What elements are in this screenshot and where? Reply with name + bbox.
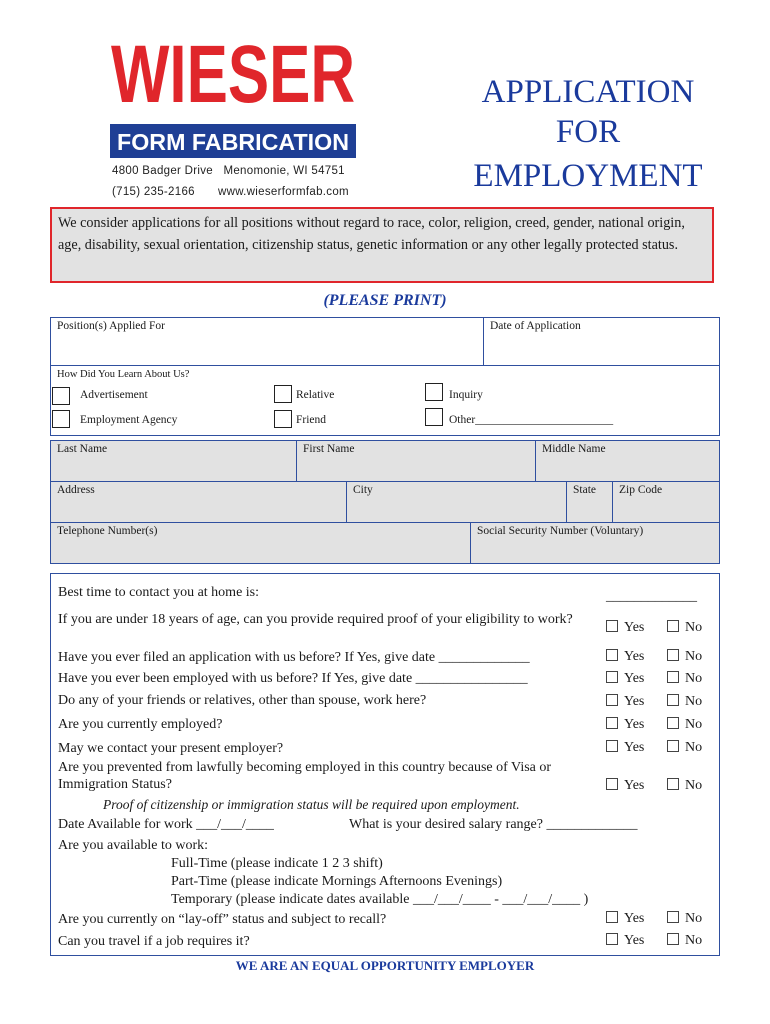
city-label: City [353, 484, 373, 496]
no-checkbox[interactable] [667, 694, 679, 706]
address-field[interactable] [50, 481, 347, 523]
under-18-no-option[interactable] [667, 620, 702, 636]
contact-employer-yes-option[interactable] [606, 740, 644, 756]
how-did-you-learn-label: How Did You Learn About Us? [57, 369, 190, 380]
yes-label: Yes [624, 740, 645, 755]
no-checkbox[interactable] [667, 911, 679, 923]
yes-label: Yes [624, 911, 645, 926]
no-checkbox[interactable] [667, 717, 679, 729]
salary-range-question: What is your desired salary range? _____________ [349, 817, 638, 832]
filed-before-no-option[interactable] [667, 649, 702, 665]
form-title [452, 72, 724, 196]
position-applied-label: Position(s) Applied For [57, 320, 165, 332]
visa-status-yes-option[interactable] [606, 778, 644, 794]
address-label: Address [57, 484, 95, 496]
filed-before-yes-option[interactable] [606, 649, 644, 665]
relative-label: Relative [296, 389, 335, 401]
layoff-status-no-option[interactable] [667, 911, 702, 927]
no-label: No [685, 620, 703, 635]
citizenship-proof-note: Proof of citizenship or immigration status will be required upon employment. [103, 797, 520, 812]
layoff-status-yes-option[interactable] [606, 911, 644, 927]
inquiry-checkbox[interactable] [425, 383, 443, 401]
available-to-work-question: Are you available to work: [58, 838, 209, 853]
no-label: No [685, 694, 703, 709]
under-18-question: If you are under 18 years of age, can you provide required proof of your eligibility to work? [58, 612, 573, 627]
ssn-field[interactable] [470, 522, 720, 564]
no-label: No [685, 911, 703, 926]
no-checkbox[interactable] [667, 740, 679, 752]
yes-label: Yes [624, 649, 645, 664]
visa-status-no-option[interactable] [667, 778, 702, 794]
date-of-application-label: Date of Application [490, 320, 581, 332]
logo-subtitle-text: FORM FABRICATION [117, 129, 349, 155]
no-checkbox[interactable] [667, 649, 679, 661]
company-website: www.wieserformfab.com [218, 186, 349, 198]
friends-relatives-yes-option[interactable] [606, 694, 644, 710]
last-name-label: Last Name [57, 443, 108, 455]
currently-employed-question: Are you currently employed? [58, 717, 223, 732]
last-name-field[interactable] [50, 440, 297, 482]
please-print-label: (PLEASE PRINT) [323, 292, 447, 309]
yes-checkbox[interactable] [606, 778, 618, 790]
yes-checkbox[interactable] [606, 694, 618, 706]
first-name-label: First Name [303, 443, 355, 455]
yes-label: Yes [624, 620, 645, 635]
title-line-3: EMPLOYMENT [473, 158, 703, 194]
employed-before-question: Have you ever been employed with us before? If Yes, give date ________________ [58, 671, 528, 686]
friend-checkbox[interactable] [274, 410, 292, 428]
relative-checkbox[interactable] [274, 385, 292, 403]
friend-label: Friend [296, 414, 327, 426]
yes-checkbox[interactable] [606, 911, 618, 923]
currently-employed-yes-option[interactable] [606, 717, 644, 733]
middle-name-field[interactable] [535, 440, 720, 482]
date-available-question: Date Available for work ___/___/____ [58, 817, 274, 832]
advertisement-label: Advertisement [80, 389, 148, 401]
friends-relatives-question: Do any of your friends or relatives, other than spouse, work here? [58, 693, 427, 708]
position-applied-field[interactable] [50, 317, 484, 366]
travel-no-option[interactable] [667, 933, 702, 949]
company-phone: (715) 235-2166 [112, 186, 195, 198]
equal-opportunity-notice: We consider applications for all positions without regard to race, color, religion, creed, gender, national origin, age, disability, sexual orientation, citizenship status, genetic information or any other legally protected status. [50, 207, 714, 283]
equal-opportunity-footer: WE ARE AN EQUAL OPPORTUNITY EMPLOYER [235, 958, 535, 973]
travel-yes-option[interactable] [606, 933, 644, 949]
yes-checkbox[interactable] [606, 740, 618, 752]
no-checkbox[interactable] [667, 778, 679, 790]
wieser-logo-graphic [108, 29, 358, 160]
title-line-1: APPLICATION [481, 74, 695, 110]
yes-label: Yes [624, 694, 645, 709]
no-checkbox[interactable] [667, 620, 679, 632]
yes-checkbox[interactable] [606, 671, 618, 683]
other-label[interactable]: Other________________________ [449, 414, 614, 426]
no-label: No [685, 649, 703, 664]
inquiry-label: Inquiry [449, 389, 483, 401]
full-time-option: Full-Time (please indicate 1 2 3 shift) [171, 856, 383, 871]
telephone-label: Telephone Number(s) [57, 525, 158, 537]
yes-label: Yes [624, 778, 645, 793]
advertisement-checkbox[interactable] [52, 387, 70, 405]
best-time-blank[interactable]: _____________ [606, 589, 697, 604]
ssn-label: Social Security Number (Voluntary) [477, 525, 644, 537]
yes-label: Yes [624, 671, 645, 686]
other-checkbox[interactable] [425, 408, 443, 426]
contact-employer-no-option[interactable] [667, 740, 702, 756]
friends-relatives-no-option[interactable] [667, 694, 702, 710]
no-checkbox[interactable] [667, 671, 679, 683]
employment-agency-label: Employment Agency [80, 414, 178, 426]
yes-checkbox[interactable] [606, 933, 618, 945]
state-field[interactable] [566, 481, 613, 523]
no-checkbox[interactable] [667, 933, 679, 945]
employed-before-yes-option[interactable] [606, 671, 644, 687]
yes-label: Yes [624, 717, 645, 732]
part-time-option: Part-Time (please indicate Mornings Afternoons Evenings) [171, 874, 503, 889]
travel-question: Can you travel if a job requires it? [58, 934, 250, 949]
date-of-application-field[interactable] [483, 317, 720, 366]
company-address: 4800 Badger Drive Menomonie, WI 54751 [112, 165, 345, 177]
employed-before-no-option[interactable] [667, 671, 702, 687]
no-label: No [685, 671, 703, 686]
company-logo [108, 29, 358, 160]
telephone-field[interactable] [50, 522, 471, 564]
filed-before-question: Have you ever filed an application with us before? If Yes, give date _____________ [58, 650, 530, 665]
temporary-option: Temporary (please indicate dates available ___/___/____ - ___/___/____ ) [171, 892, 589, 907]
layoff-status-question: Are you currently on “lay-off” status and subject to recall? [58, 912, 387, 927]
middle-name-label: Middle Name [542, 443, 606, 455]
yes-checkbox[interactable] [606, 649, 618, 661]
first-name-field[interactable] [296, 440, 536, 482]
currently-employed-no-option[interactable] [667, 717, 702, 733]
title-line-2: FOR [555, 114, 621, 150]
zip-code-field[interactable] [612, 481, 720, 523]
city-field[interactable] [346, 481, 567, 523]
yes-label: Yes [624, 933, 645, 948]
logo-brand-text: WIESER [111, 29, 355, 120]
no-label: No [685, 717, 703, 732]
under-18-yes-option[interactable] [606, 620, 644, 636]
best-time-question: Best time to contact you at home is: [58, 585, 260, 600]
no-label: No [685, 740, 703, 755]
zip-code-label: Zip Code [619, 484, 663, 496]
yes-checkbox[interactable] [606, 620, 618, 632]
state-label: State [573, 484, 596, 496]
contact-employer-question: May we contact your present employer? [58, 741, 284, 756]
visa-status-question: Are you prevented from lawfully becoming employed in this country because of Visa or Immigration Status? [58, 760, 552, 792]
no-label: No [685, 933, 703, 948]
employment-agency-checkbox[interactable] [52, 410, 70, 428]
no-label: No [685, 778, 703, 793]
yes-checkbox[interactable] [606, 717, 618, 729]
